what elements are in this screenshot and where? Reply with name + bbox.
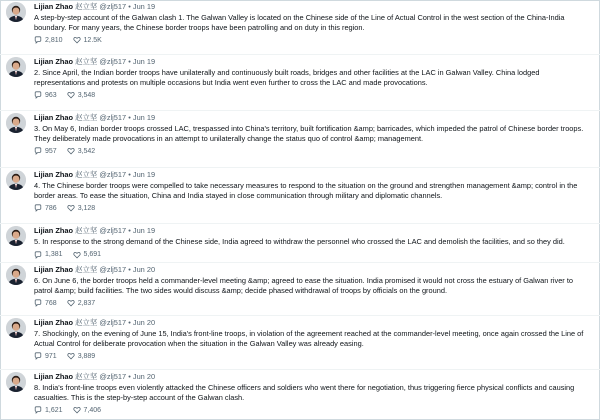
reply-icon — [34, 147, 42, 155]
avatar[interactable] — [6, 170, 26, 190]
tweet-date[interactable]: Jun 20 — [132, 265, 156, 274]
tweet-divider — [0, 167, 600, 168]
like-count: 7,406 — [83, 406, 102, 414]
tweet-header — [34, 170, 592, 180]
tweet-7[interactable] — [0, 318, 598, 361]
like-button[interactable] — [67, 299, 96, 307]
author-name[interactable]: Lijian Zhao — [34, 170, 74, 179]
reply-button[interactable] — [34, 91, 57, 99]
tweet-text: 3. On May 6, Indian border troops crossed LAC, trespassed into China's territory, built fortification &amp; barricades, which impeded the patrol of Chinese border troops. They deliberately made provocations in an attempt to unilaterally change the status quo of control &amp; management. — [34, 124, 584, 143]
reply-icon — [34, 352, 42, 360]
like-count: 2,837 — [77, 299, 96, 307]
profile-photo-icon — [6, 372, 26, 392]
author-handle[interactable]: @zlj517 — [99, 372, 127, 381]
like-button[interactable] — [67, 147, 96, 155]
avatar[interactable] — [6, 265, 26, 285]
author-handle[interactable]: @zlj517 — [99, 265, 127, 274]
like-count: 3,548 — [77, 91, 96, 99]
like-button[interactable] — [73, 251, 102, 259]
tweet-text: 4. The Chinese border troops were compelled to take necessary measures to respond to the situation on the ground and strengthen management &amp; control in the border areas. To ease the situation, China and India stayed in close communication through military and diplomatic channels. — [34, 181, 578, 200]
like-count: 3,889 — [77, 352, 96, 360]
heart-icon — [67, 352, 75, 360]
tweet-text: 8. India's front-line troops even violently attacked the Chinese officers and soldiers who went there for negotiation, thus triggering fierce physical conflicts and causing casualties. This is the step-by-step account of the Galwan clash. — [34, 383, 575, 402]
tweet-divider — [0, 369, 600, 370]
author-cn-name: 赵立坚 — [75, 113, 98, 122]
author-handle[interactable]: @zlj517 — [99, 2, 127, 11]
reply-count: 971 — [45, 352, 57, 360]
separator-dot: • — [128, 372, 131, 381]
tweet-text: 6. On June 6, the border troops held a commander-level meeting &amp; agreed to ease the situation. India promised it would not cross the estuary of Galwan river to patrol &amp; build facilities. The two sides would discuss &amp; decide phased withdrawal of troops by officials on the ground. — [34, 276, 573, 295]
heart-icon — [67, 147, 75, 155]
avatar[interactable] — [6, 57, 26, 77]
author-cn-name: 赵立坚 — [75, 318, 98, 327]
tweet-actions — [34, 90, 592, 100]
avatar[interactable] — [6, 318, 26, 338]
tweet-actions — [34, 35, 592, 45]
profile-photo-icon — [6, 113, 26, 133]
tweet-divider — [0, 223, 600, 224]
separator-dot: • — [128, 170, 131, 179]
reply-count: 1,381 — [45, 251, 63, 259]
tweet-date[interactable]: Jun 19 — [132, 57, 156, 66]
like-button[interactable] — [67, 204, 96, 212]
reply-button[interactable] — [34, 352, 57, 360]
reply-count: 1,621 — [45, 406, 63, 414]
reply-button[interactable] — [34, 147, 57, 155]
tweet-date[interactable]: Jun 20 — [132, 372, 156, 381]
reply-icon — [34, 91, 42, 99]
heart-icon — [67, 204, 75, 212]
profile-photo-icon — [6, 318, 26, 338]
author-name[interactable]: Lijian Zhao — [34, 318, 74, 327]
reply-button[interactable] — [34, 406, 63, 414]
author-cn-name: 赵立坚 — [75, 170, 98, 179]
author-handle[interactable]: @zlj517 — [99, 113, 127, 122]
tweet-3[interactable] — [0, 113, 598, 156]
tweet-date[interactable]: Jun 19 — [132, 2, 156, 11]
heart-icon — [73, 406, 81, 414]
author-name[interactable]: Lijian Zhao — [34, 2, 74, 11]
profile-photo-icon — [6, 226, 26, 246]
tweet-header — [34, 57, 592, 67]
like-count: 5,691 — [83, 251, 102, 259]
reply-button[interactable] — [34, 251, 63, 259]
tweet-header — [34, 318, 592, 328]
heart-icon — [67, 91, 75, 99]
reply-icon — [34, 204, 42, 212]
profile-photo-icon — [6, 265, 26, 285]
author-name[interactable]: Lijian Zhao — [34, 57, 74, 66]
author-handle[interactable]: @zlj517 — [99, 170, 127, 179]
tweet-text: 5. In response to the strong demand of the Chinese side, India agreed to withdraw the personnel who crossed the LAC and demolish the facilities, and so they did. — [34, 237, 565, 246]
author-name[interactable]: Lijian Zhao — [34, 265, 74, 274]
reply-button[interactable] — [34, 36, 63, 44]
tweet-header — [34, 226, 592, 236]
tweet-divider — [0, 110, 600, 111]
author-cn-name: 赵立坚 — [75, 265, 98, 274]
tweet-1[interactable] — [0, 2, 598, 45]
tweet-actions — [34, 203, 592, 213]
avatar[interactable] — [6, 226, 26, 246]
like-count: 3,542 — [77, 147, 96, 155]
like-count: 3,128 — [77, 204, 96, 212]
tweet-actions — [34, 351, 592, 361]
reply-button[interactable] — [34, 204, 57, 212]
reply-icon — [34, 299, 42, 307]
tweet-date[interactable]: Jun 20 — [132, 318, 156, 327]
profile-photo-icon — [6, 2, 26, 22]
tweet-text: 2. Since April, the Indian border troops have unilaterally and continuously built roads, bridges and other facilities at the LAC in Galwan Valley. China lodged representations and protests on multiple occasions but India went even further to cross the LAC and made provocations. — [34, 68, 540, 87]
profile-photo-icon — [6, 57, 26, 77]
avatar[interactable] — [6, 113, 26, 133]
tweet-divider — [0, 54, 600, 55]
author-handle[interactable]: @zlj517 — [99, 318, 127, 327]
separator-dot: • — [128, 226, 131, 235]
like-button[interactable] — [67, 91, 96, 99]
avatar[interactable] — [6, 2, 26, 22]
separator-dot: • — [128, 57, 131, 66]
tweet-header — [34, 265, 592, 275]
tweet-header — [34, 372, 592, 382]
tweet-date[interactable]: Jun 19 — [132, 226, 156, 235]
author-name[interactable]: Lijian Zhao — [34, 113, 74, 122]
tweet-text: A step-by-step account of the Galwan clash 1. The Galwan Valley is located on the Chinese side of the Line of Actual Control in the west section of the China-India boundary. For many years, the Chinese border troops have been patrolling and on duty in this region. — [34, 13, 565, 32]
author-name[interactable]: Lijian Zhao — [34, 226, 74, 235]
tweet-actions — [34, 250, 592, 260]
reply-count: 768 — [45, 299, 57, 307]
reply-count: 957 — [45, 147, 57, 155]
author-handle[interactable]: @zlj517 — [99, 226, 127, 235]
tweet-header — [34, 2, 592, 12]
reply-count: 2,810 — [45, 36, 63, 44]
author-cn-name: 赵立坚 — [75, 57, 98, 66]
tweet-5[interactable] — [0, 226, 598, 260]
author-cn-name: 赵立坚 — [75, 372, 98, 381]
tweet-actions — [34, 146, 592, 156]
like-button[interactable] — [73, 406, 102, 414]
reply-icon — [34, 36, 42, 44]
tweet-4[interactable] — [0, 170, 598, 213]
tweet-text: 7. Shockingly, on the evening of June 15, India's front-line troops, in violation of the agreement reached at the commander-level meeting, once again crossed the Line of Actual Control for deliberate provocation when the situation in the Galwan Valley was already easing. — [34, 329, 584, 348]
tweet-6[interactable] — [0, 265, 598, 308]
author-cn-name: 赵立坚 — [75, 226, 98, 235]
tweet-8[interactable] — [0, 372, 598, 415]
reply-icon — [34, 251, 42, 259]
tweet-actions — [34, 405, 592, 415]
reply-icon — [34, 406, 42, 414]
tweet-date[interactable]: Jun 19 — [132, 170, 156, 179]
reply-count: 963 — [45, 91, 57, 99]
separator-dot: • — [128, 113, 131, 122]
reply-button[interactable] — [34, 299, 57, 307]
tweet-divider — [0, 262, 600, 263]
tweet-date[interactable]: Jun 19 — [132, 113, 156, 122]
tweet-actions — [34, 298, 592, 308]
author-handle[interactable]: @zlj517 — [99, 57, 127, 66]
reply-count: 786 — [45, 204, 57, 212]
separator-dot: • — [128, 265, 131, 274]
author-cn-name: 赵立坚 — [75, 2, 98, 11]
heart-icon — [73, 251, 81, 259]
separator-dot: • — [128, 318, 131, 327]
like-button[interactable] — [73, 36, 102, 44]
avatar[interactable] — [6, 372, 26, 392]
profile-photo-icon — [6, 170, 26, 190]
like-count: 12.5K — [83, 36, 102, 44]
separator-dot: • — [128, 2, 131, 11]
author-name[interactable]: Lijian Zhao — [34, 372, 74, 381]
tweet-2[interactable] — [0, 57, 598, 100]
heart-icon — [67, 299, 75, 307]
tweet-header — [34, 113, 592, 123]
heart-icon — [73, 36, 81, 44]
like-button[interactable] — [67, 352, 96, 360]
tweet-divider — [0, 315, 600, 316]
